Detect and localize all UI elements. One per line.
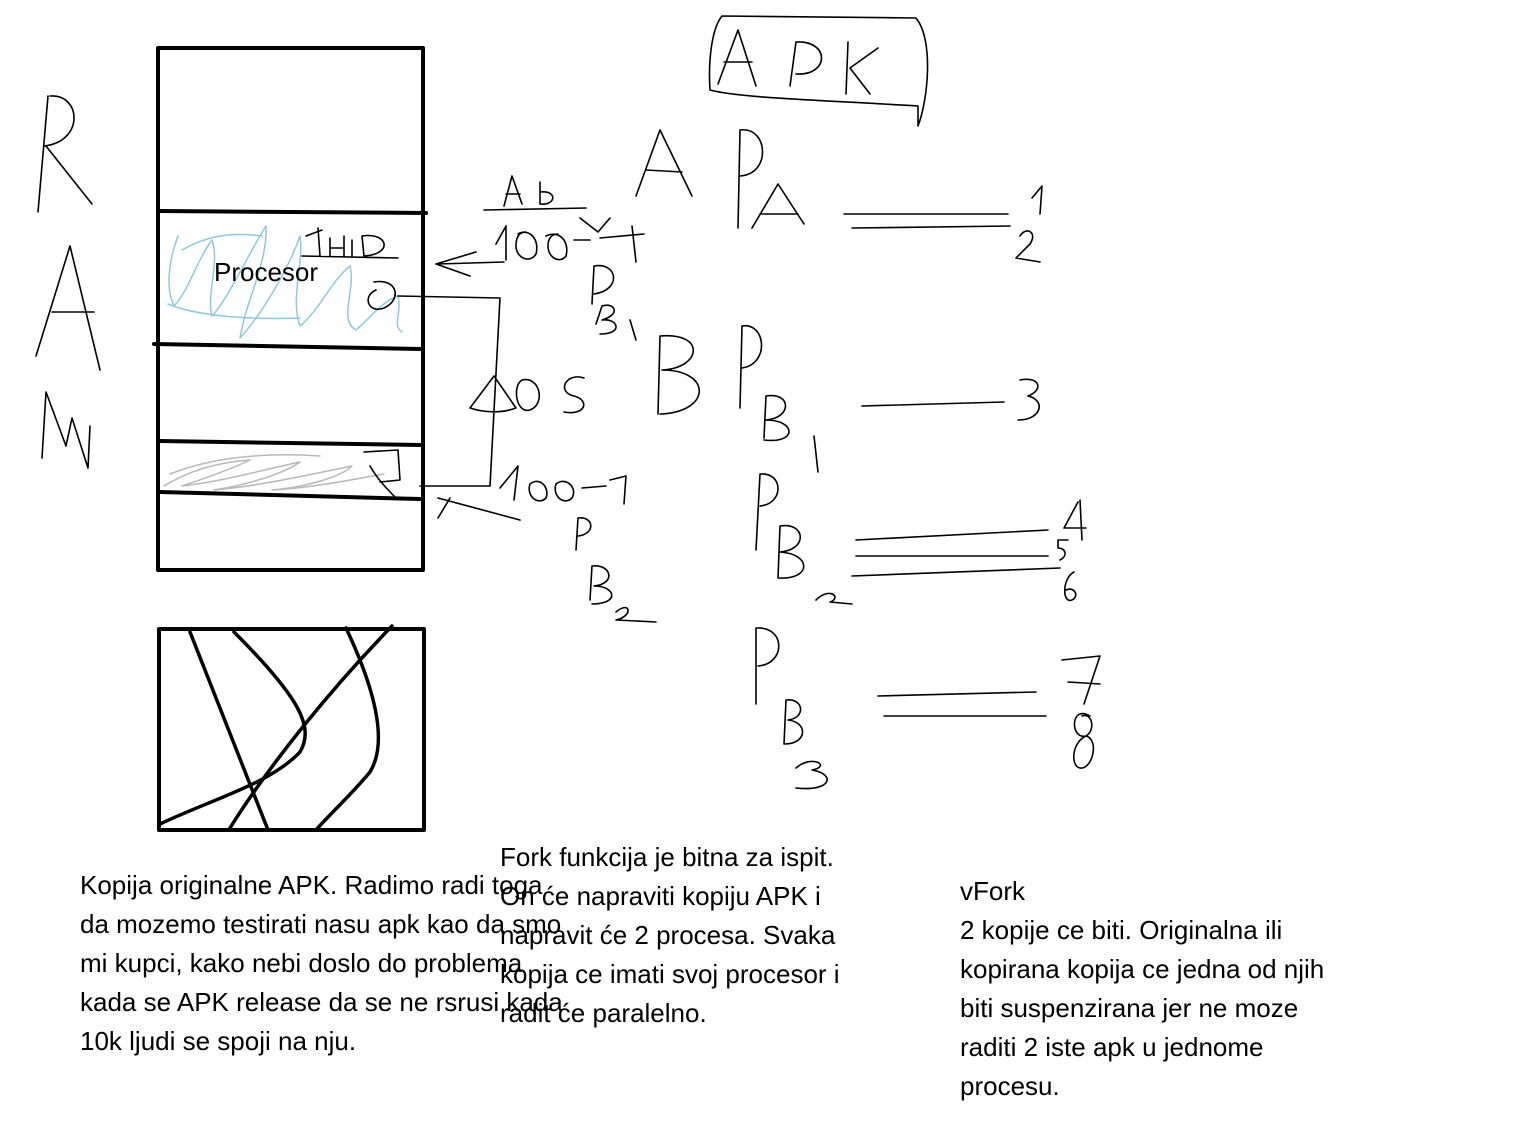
vfork-note: vFork 2 kopije ce biti. Originalna ili kopirana kopija ce jedna od njih biti suspenzirana jer ne moze raditi 2 iste apk u jednome procesu. — [960, 876, 1325, 1101]
apk-copy-note: Kopija originalne APK. Radimo radi toga da mozemo testirati nasu apk kao da smo mi kupci, kako nebi doslo do problema kada se APK release da se ne rsrusi kada 10k ljudi se spoji na nju. — [80, 870, 563, 1056]
slot-scribble — [164, 455, 384, 490]
fraction-ab — [484, 176, 644, 262]
lower-fraction — [500, 466, 656, 622]
number-dashes — [844, 214, 1060, 716]
big-b — [658, 326, 818, 472]
apk-copy-box — [159, 626, 424, 830]
apk-box — [710, 16, 928, 126]
os-label — [470, 376, 584, 413]
ram-column — [154, 48, 426, 570]
left-pb1 — [592, 266, 636, 340]
pb2-pb3 — [756, 474, 852, 789]
fork-note: Fork funkcija je bitna za ispit. On će napraviti kopiju APK i napravit će 2 procesa. Svaka kopija ce imati svoj procesor i radit će paralelno. — [500, 842, 840, 1028]
ram-handwriting — [36, 96, 100, 468]
count-numerals — [1016, 186, 1100, 768]
processor-label: Procesor — [214, 257, 319, 287]
big-a — [636, 130, 804, 228]
